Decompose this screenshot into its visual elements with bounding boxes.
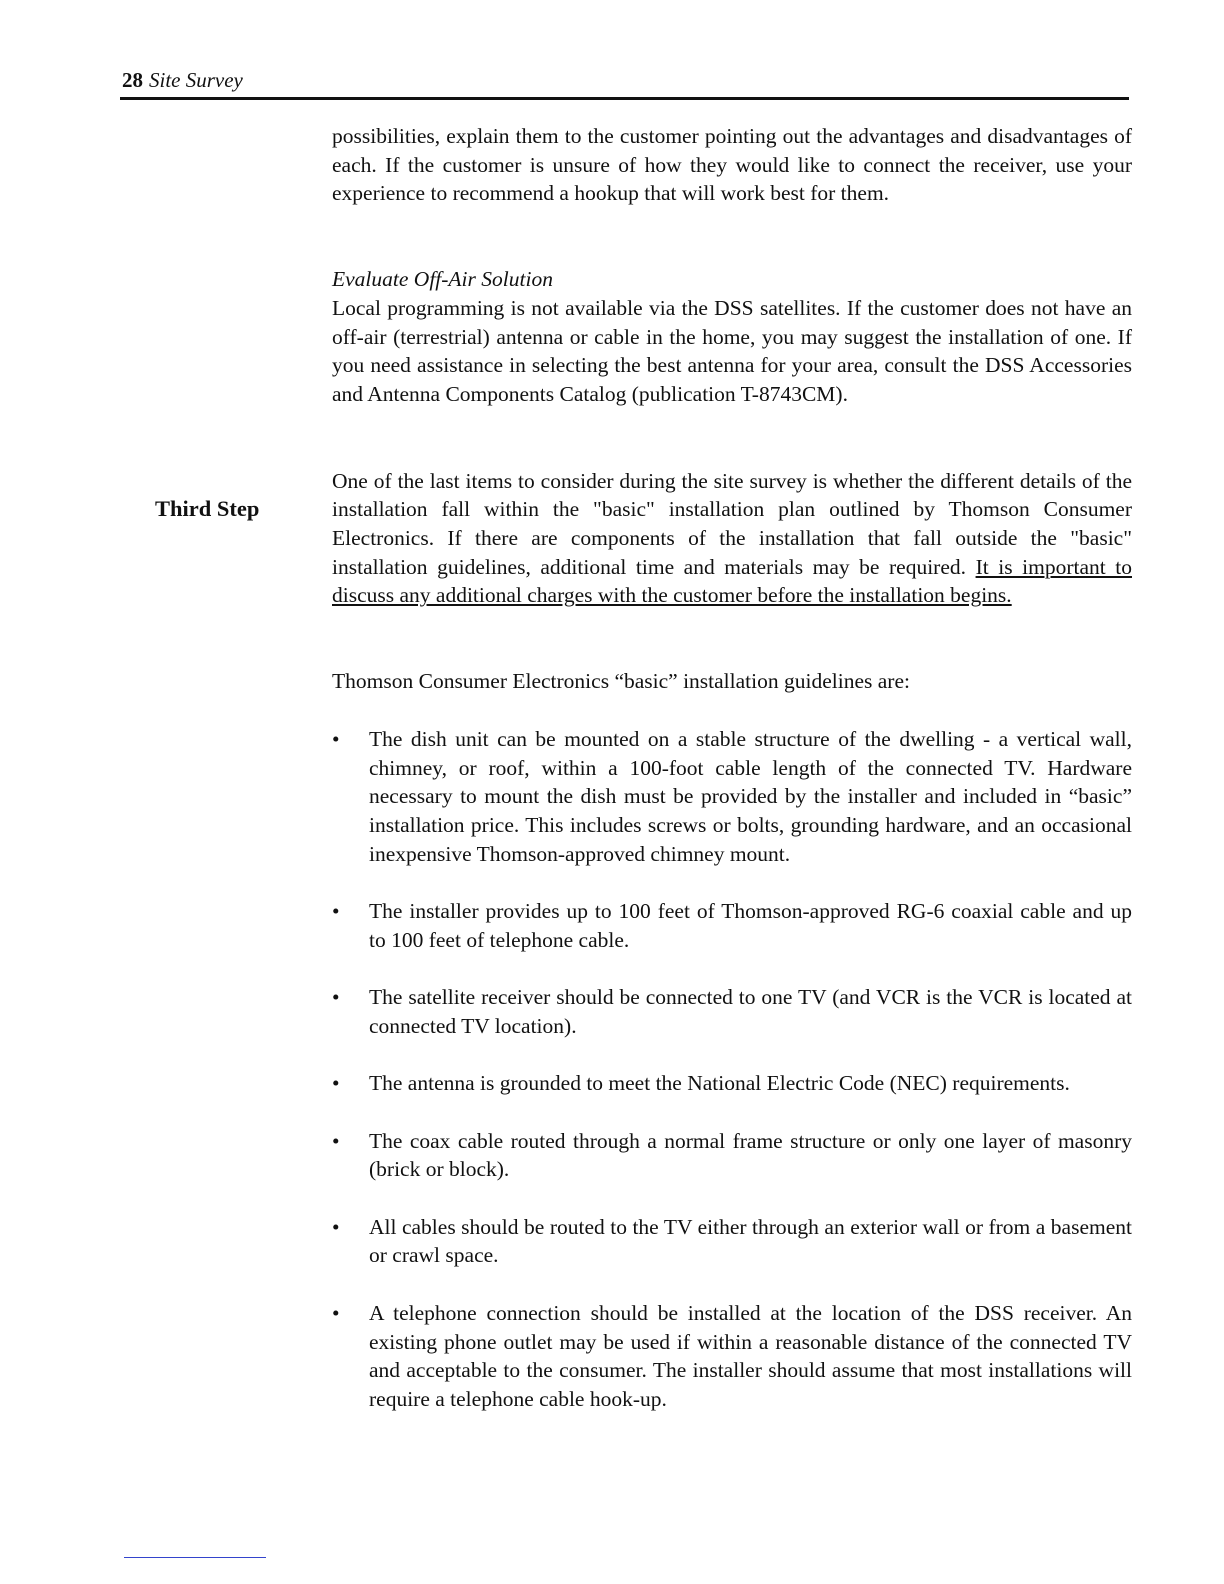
list-item-text: The coax cable routed through a normal frame structure or only one layer of masonry (brick or block). xyxy=(369,1128,1132,1182)
bullet-icon: • xyxy=(332,1128,340,1153)
list-item-text: All cables should be routed to the TV either through an exterior wall or from a basement or crawl space. xyxy=(369,1214,1132,1268)
bullet-icon: • xyxy=(332,1071,340,1096)
list-item-text: The dish unit can be mounted on a stable structure of the dwelling - a vertical wall, chimney, or roof, within a 100-foot cable length of the connected TV. Hardware necessary to mount the dish must be provided by the installer and included in “basic” installation price. This includes screws or bolts, grounding hardware, and an occasional inexpensive Thomson-approved chimney mount. xyxy=(369,726,1132,866)
third-step-paragraph xyxy=(332,467,1132,611)
third-step-text: One of the last items to consider during the site survey is whether the different details of the installation fall within the "basic" installation plan outlined by Thomson Consumer Electronics. If there are components of the installation that fall outside the "basic" installation guidelines, additional time and materials may be required. xyxy=(332,468,1132,579)
body-content xyxy=(332,122,1132,1442)
list-item xyxy=(332,725,1132,869)
bullet-icon: • xyxy=(332,985,340,1010)
third-step-underlined-note: It is important to discuss any additional charges with the customer before the installation begins. xyxy=(332,554,1132,608)
list-item xyxy=(332,1069,1132,1098)
header-rule xyxy=(120,97,1129,100)
third-step-label: Third Step xyxy=(155,496,260,521)
list-item xyxy=(332,1127,1132,1184)
running-title: Site Survey xyxy=(149,68,243,92)
list-item-text: The antenna is grounded to meet the National Electric Code (NEC) requirements. xyxy=(369,1071,1070,1096)
bullet-icon: • xyxy=(332,1214,340,1239)
page-number: 28 xyxy=(122,68,143,92)
list-item xyxy=(332,1213,1132,1270)
off-air-heading: Evaluate Off-Air Solution xyxy=(332,267,553,292)
list-item-text: A telephone connection should be installed at the location of the DSS receiver. An existing phone outlet may be used if within a reasonable distance of the connected TV and acceptable to the consumer. The installer should assume that most installations will require a telephone cable hook-up. xyxy=(369,1300,1132,1411)
page-header xyxy=(122,66,243,94)
spacer xyxy=(332,409,1132,467)
off-air-paragraph: Local programming is not available via the DSS satellites. If the customer does not have an off-air (terrestrial) antenna or cable in the home, you may suggest the installation of one. If you need assistance in selecting the best antenna for your area, consult the DSS Accessories and Antenna Components Catalog (publication T-8743CM). xyxy=(332,295,1132,406)
list-item xyxy=(332,983,1132,1040)
spacer xyxy=(332,208,1132,265)
list-item-text: The satellite receiver should be connected to one TV (and VCR is the VCR is located at connected TV location). xyxy=(369,985,1132,1038)
spacer xyxy=(332,610,1132,667)
list-item xyxy=(332,1299,1132,1414)
bullet-icon: • xyxy=(332,726,340,751)
list-item-text: The installer provides up to 100 feet of Thomson-approved RG-6 coaxial cable and up to 100 feet of telephone cable. xyxy=(369,899,1132,952)
spacer xyxy=(332,696,1132,725)
bullet-icon: • xyxy=(332,899,340,924)
footer-rule xyxy=(124,1557,266,1558)
bullet-icon: • xyxy=(332,1300,340,1325)
guidelines-intro: Thomson Consumer Electronics “basic” installation guidelines are: xyxy=(332,669,910,694)
intro-paragraph: possibilities, explain them to the customer pointing out the advantages and disadvantages of each. If the customer is unsure of how they would like to connect the receiver, use your experience to recommend a hookup that will work best for them. xyxy=(332,124,1132,206)
guidelines-list xyxy=(332,725,1132,1414)
list-item xyxy=(332,897,1132,954)
